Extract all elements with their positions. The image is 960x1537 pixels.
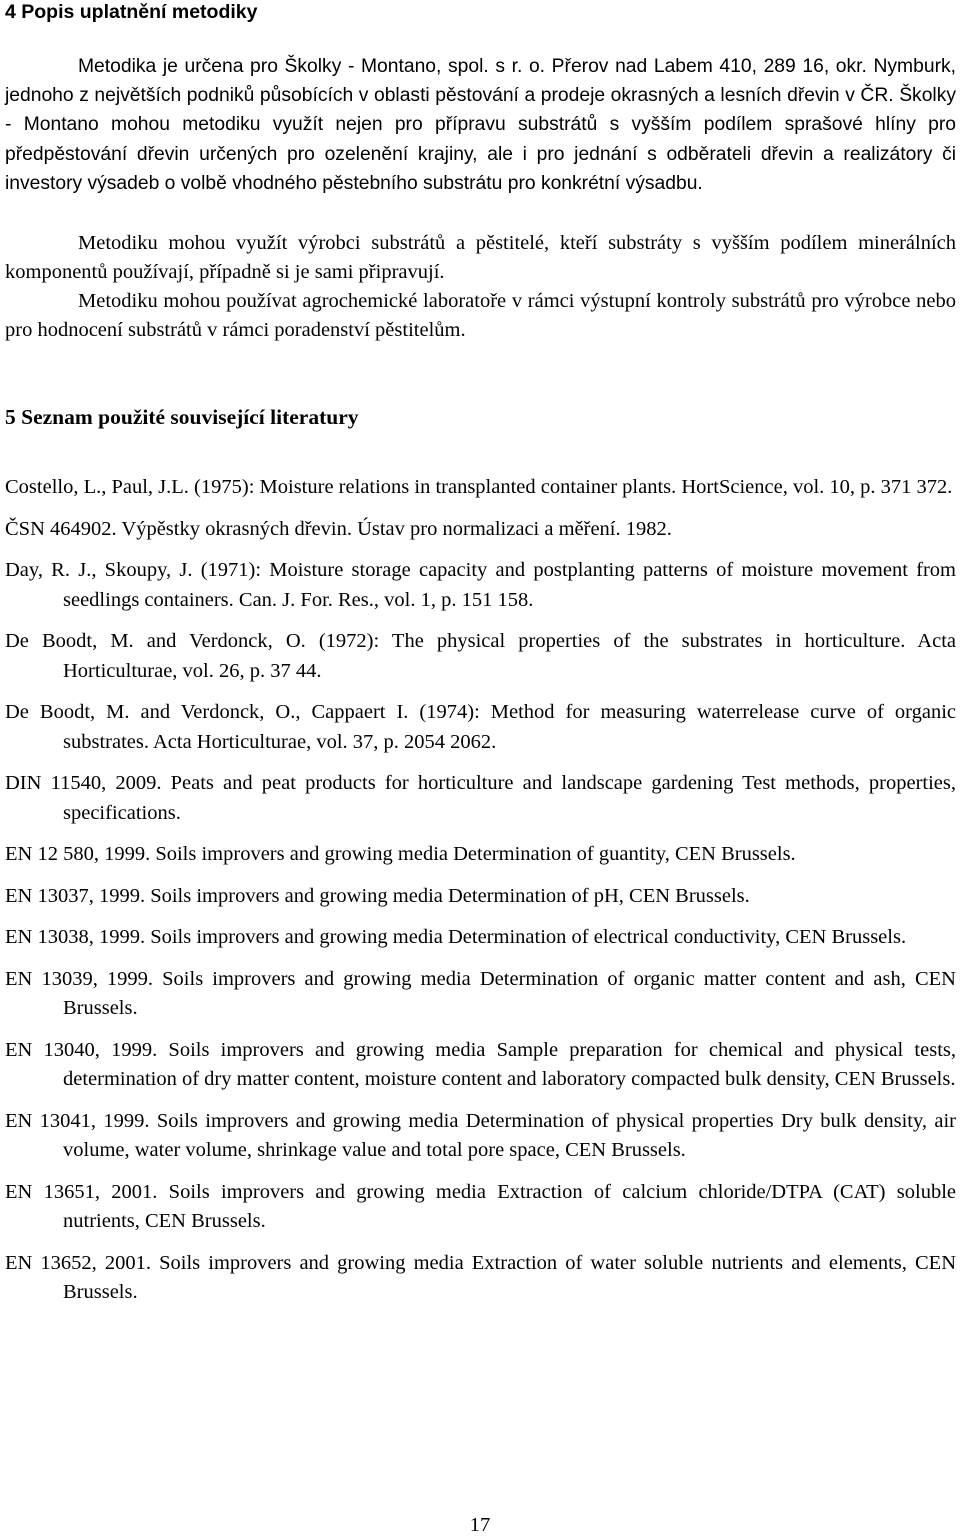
reference-item: ČSN 464902. Výpěstky okrasných dřevin. Ústav pro normalizaci a měření. 1982.	[5, 517, 672, 540]
reference-item: EN 13041, 1999. Soils improvers and growing media Determination of physical properties Dry bulk density, air volume, water volume, shrinkage value and total pore space, CEN Brussels.	[5, 1109, 956, 1161]
section-5-heading: 5 Seznam použité související literatury	[5, 405, 359, 429]
reference-item: EN 13037, 1999. Soils improvers and growing media Determination of pH, CEN Brussels.	[5, 884, 750, 907]
reference-item: De Boodt, M. and Verdonck, O., Cappaert I. (1974): Method for measuring waterrelease curve of organic substrates. Acta Horticulturae, vol. 37, p. 2054 2062.	[5, 701, 956, 753]
section-4-paragraph-3: Metodiku mohou používat agrochemické laboratoře v rámci výstupní kontroly substrátů pro výrobce nebo pro hodnocení substrátů v rámci poradenství pěstitelům.	[5, 290, 956, 342]
section-4-paragraph-2: Metodiku mohou využít výrobci substrátů a pěstitelé, kteří substráty s vyšším podílem minerálních komponentů používají, případně si je sami připravují.	[5, 232, 956, 284]
page-number: 17	[469, 1514, 491, 1536]
reference-item: EN 13040, 1999. Soils improvers and growing media Sample preparation for chemical and physical tests, determination of dry matter content, moisture content and laboratory compacted bulk density, CEN Brussels.	[5, 1038, 956, 1090]
reference-item: De Boodt, M. and Verdonck, O. (1972): The physical properties of the substrates in horticulture. Acta Horticulturae, vol. 26, p. 37 44.	[5, 630, 956, 682]
section-4-paragraph-1: Metodika je určena pro Školky - Montano, spol. s r. o. Přerov nad Labem 410, 289 16, okr. Nymburk, jednoho z největších podniků působících v oblasti pěstování a prodeje okrasných a lesních dřevin v ČR. Školky - Montano mohou metodiku využít nejen pro přípravu substrátů s vyšším podílem sprašové hlíny pro předpěstování dřevin určených pro ozelenění krajiny, ale i pro jednání s odběrateli dřevin a realizátory či investory výsadeb o volbě vhodného pěstebního substrátu pro konkrétní výsadbu.	[5, 56, 956, 194]
reference-item: EN 13651, 2001. Soils improvers and growing media Extraction of calcium chloride/DTPA (CAT) soluble nutrients, CEN Brussels.	[5, 1180, 956, 1232]
reference-item: DIN 11540, 2009. Peats and peat products for horticulture and landscape gardening Test methods, properties, specifications.	[5, 772, 956, 824]
reference-item: EN 12 580, 1999. Soils improvers and growing media Determination of guantity, CEN Brussels.	[5, 843, 796, 865]
reference-item: EN 13039, 1999. Soils improvers and growing media Determination of organic matter content and ash, CEN Brussels.	[5, 967, 956, 1019]
reference-list	[0, 473, 960, 1320]
section-4-heading: 4 Popis uplatnění metodiky	[5, 1, 258, 23]
reference-item: EN 13038, 1999. Soils improvers and growing media Determination of electrical conductivity, CEN Brussels.	[5, 926, 907, 948]
reference-item: Costello, L., Paul, J.L. (1975): Moisture relations in transplanted container plants. HortScience, vol. 10, p. 371 372.	[5, 476, 953, 498]
reference-item: EN 13652, 2001. Soils improvers and growing media Extraction of water soluble nutrients and elements, CEN Brussels.	[5, 1251, 956, 1303]
reference-item: Day, R. J., Skoupy, J. (1971): Moisture storage capacity and postplanting patterns of moisture movement from seedlings containers. Can. J. For. Res., vol. 1, p. 151 158.	[5, 559, 956, 611]
